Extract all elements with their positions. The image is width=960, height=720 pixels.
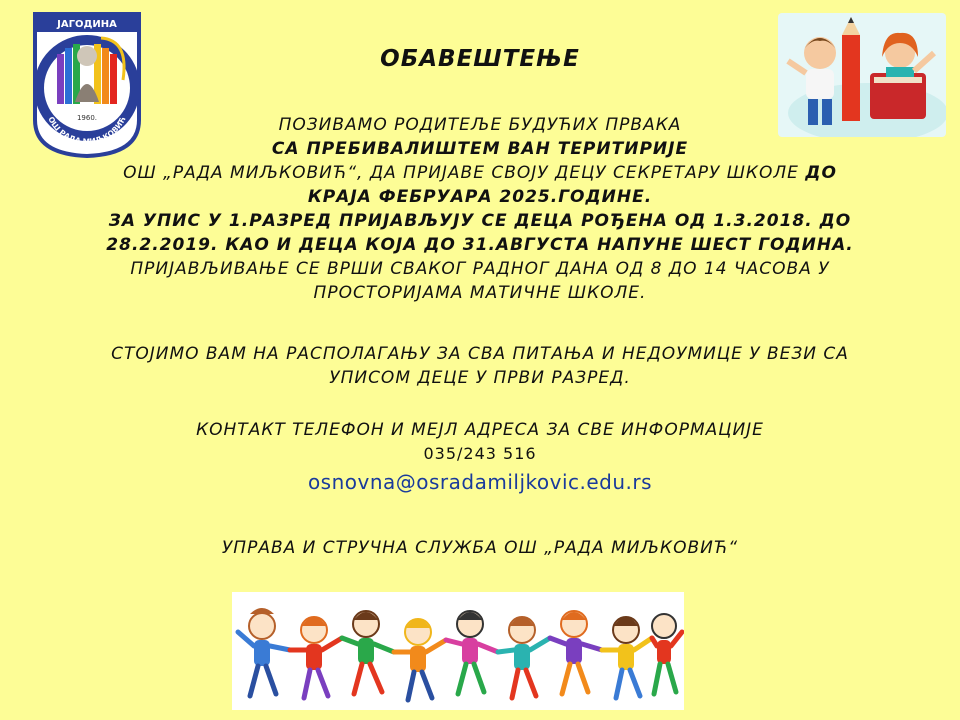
notice-block — [70, 113, 890, 305]
notice-line: ПОЗИВАМО РОДИТЕЉЕ БУДУЋИХ ПРВАКА — [278, 115, 682, 135]
logo-year: 1960. — [76, 114, 98, 122]
notice-text-bold: ДО — [805, 163, 837, 183]
support-line: СТОЈИМО ВАМ НА РАСПОЛАГАЊУ ЗА СВА ПИТАЊА И НЕДОУМИЦЕ У ВЕЗИ СА — [111, 344, 849, 364]
notice-text: ОШ „РАДА МИЉКОВИЋ“, ДА ПРИЈАВЕ СВОЈУ ДЕЦУ СЕКРЕТАРУ ШКОЛЕ — [123, 163, 806, 183]
support-line: УПИСОМ ДЕЦЕ У ПРВИ РАЗРЕД. — [329, 368, 631, 388]
contact-block — [70, 418, 890, 498]
notice-line — [70, 161, 890, 185]
notice-line: ПРИЈАВЉИВАЊЕ СЕ ВРШИ СВАКОГ РАДНОГ ДАНА ОД 8 ДО 14 ЧАСОВА У — [130, 259, 830, 279]
contact-email-link[interactable]: osnovna@osradamiljkovic.edu.rs — [307, 470, 653, 494]
notice-line: СА ПРЕБИВАЛИШТЕМ ВАН ТЕРИТИРИЈЕ — [271, 139, 689, 159]
notice-line: ПРОСТОРИЈАМА МАТИЧНЕ ШКОЛЕ. — [313, 283, 647, 303]
signature: УПРАВА И СТРУЧНА СЛУЖБА ОШ „РАДА МИЉКОВИЋ“ — [221, 538, 739, 558]
contact-heading: КОНТАКТ ТЕЛЕФОН И МЕЈЛ АДРЕСА ЗА СВЕ ИНФОРМАЦИЈЕ — [196, 420, 764, 440]
notice-line: КРАЈА ФЕБРУАРА 2025.ГОДИНЕ. — [307, 187, 653, 207]
children-illustration — [232, 592, 684, 710]
page-title: ОБАВЕШТЕЊЕ — [380, 46, 580, 72]
logo-ring-text: ОШ РАДА МИЉКОВИЋ — [46, 115, 128, 147]
notice-line: ЗА УПИС У 1.РАЗРЕД ПРИЈАВЉУЈУ СЕ ДЕЦА РОЂЕНА ОД 1.3.2018. ДО — [108, 211, 852, 231]
support-block — [70, 342, 890, 390]
logo-top-text: ЈАГОДИНА — [57, 19, 117, 30]
contact-phone: 035/243 516 — [423, 444, 537, 463]
notice-line: 28.2.2019. КАО И ДЕЦА КОЈА ДО 31.АВГУСТА НАПУНЕ ШЕСТ ГОДИНА. — [106, 235, 854, 255]
